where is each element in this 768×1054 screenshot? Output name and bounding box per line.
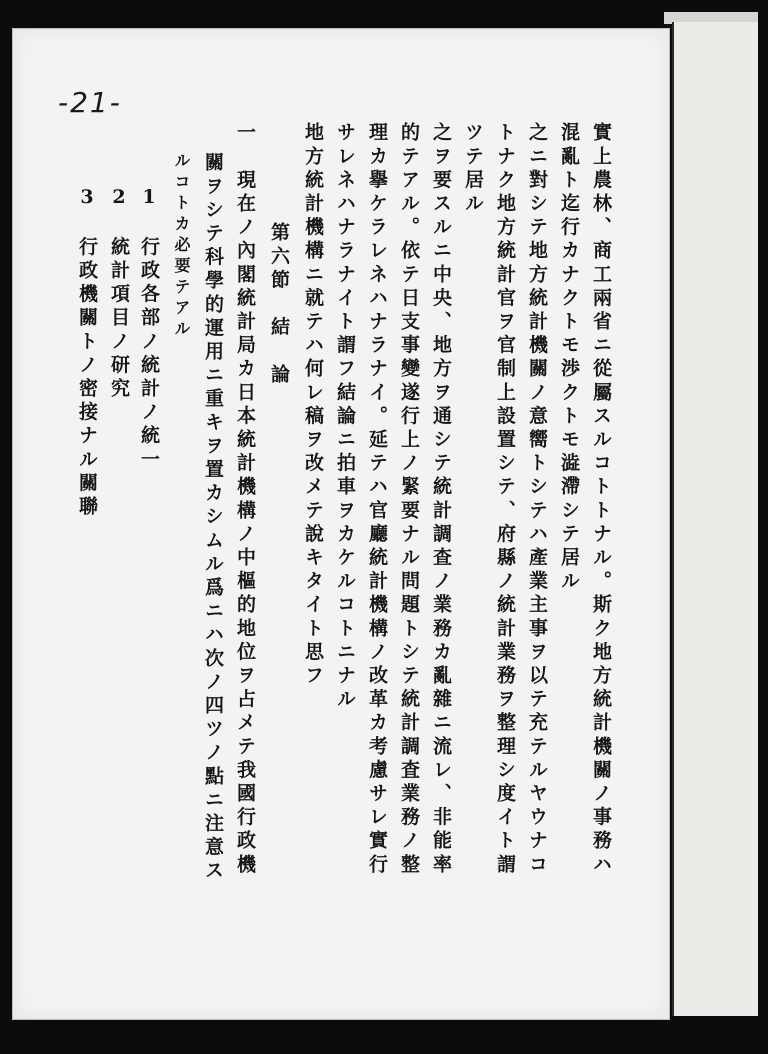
page-number: -21- [58, 86, 122, 119]
text-column-10: 地方統計機構ニ就テハ何レ稿ヲ改メテ說キタイト思フ [302, 122, 324, 689]
text-column-1: 實上農林、商工兩省ニ從屬スルコトトナル。斯ク地方統計機關ノ事務ハ [590, 122, 612, 878]
adjacent-page-strip [672, 22, 758, 1016]
section-heading: 第六節 結 論 [268, 222, 290, 388]
text-column-2: 混亂ト迄行カナクトモ渉クトモ澁滯シテ居ル [558, 122, 580, 594]
list-item-2: 2 統計項目ノ研究 [108, 186, 130, 402]
text-column-9: サレネハナラナイト謂フ結論ニ拍車ヲカケルコトニナル [334, 122, 356, 712]
text-column-5: ツテ居ル [462, 122, 484, 217]
text-column-7: 的テアル。依テ日支事變遂行上ノ緊要ナル問題トシテ統計調査業務ノ整 [398, 122, 420, 878]
text-column-14: ルコトカ必要テアル [172, 152, 191, 341]
list-item-1: 1 行政各部ノ統計ノ統一 [138, 186, 160, 473]
text-column-6: 之ヲ要スルニ中央、地方ヲ通シテ統計調查ノ業務カ亂雜ニ流レ、非能率 [430, 122, 452, 878]
list-item-3: 3 行政機關トノ密接ナル關聯 [76, 186, 98, 520]
text-column-8: 理カ擧ケラレネハナラナイ。延テハ官廳統計機構ノ改革カ考慮サレ實行 [366, 122, 388, 878]
text-column-4: トナク地方統計官ヲ官制上設置シテ、府縣ノ統計業務ヲ整理シ度イト謂 [494, 122, 516, 878]
text-column-3: 之ニ對シテ地方統計機關ノ意嚮トシテハ產業主事ヲ以テ充テルヤウナコ [526, 122, 548, 878]
text-column-13: 關ヲシテ科學的運用ニ重キヲ置カシムル爲ニハ次ノ四ツノ點ニ注意ス [202, 152, 224, 884]
text-column-12: 一 現在ノ內閣統計局カ日本統計機構ノ中樞的地位ヲ占メテ我國行政機 [234, 122, 256, 878]
